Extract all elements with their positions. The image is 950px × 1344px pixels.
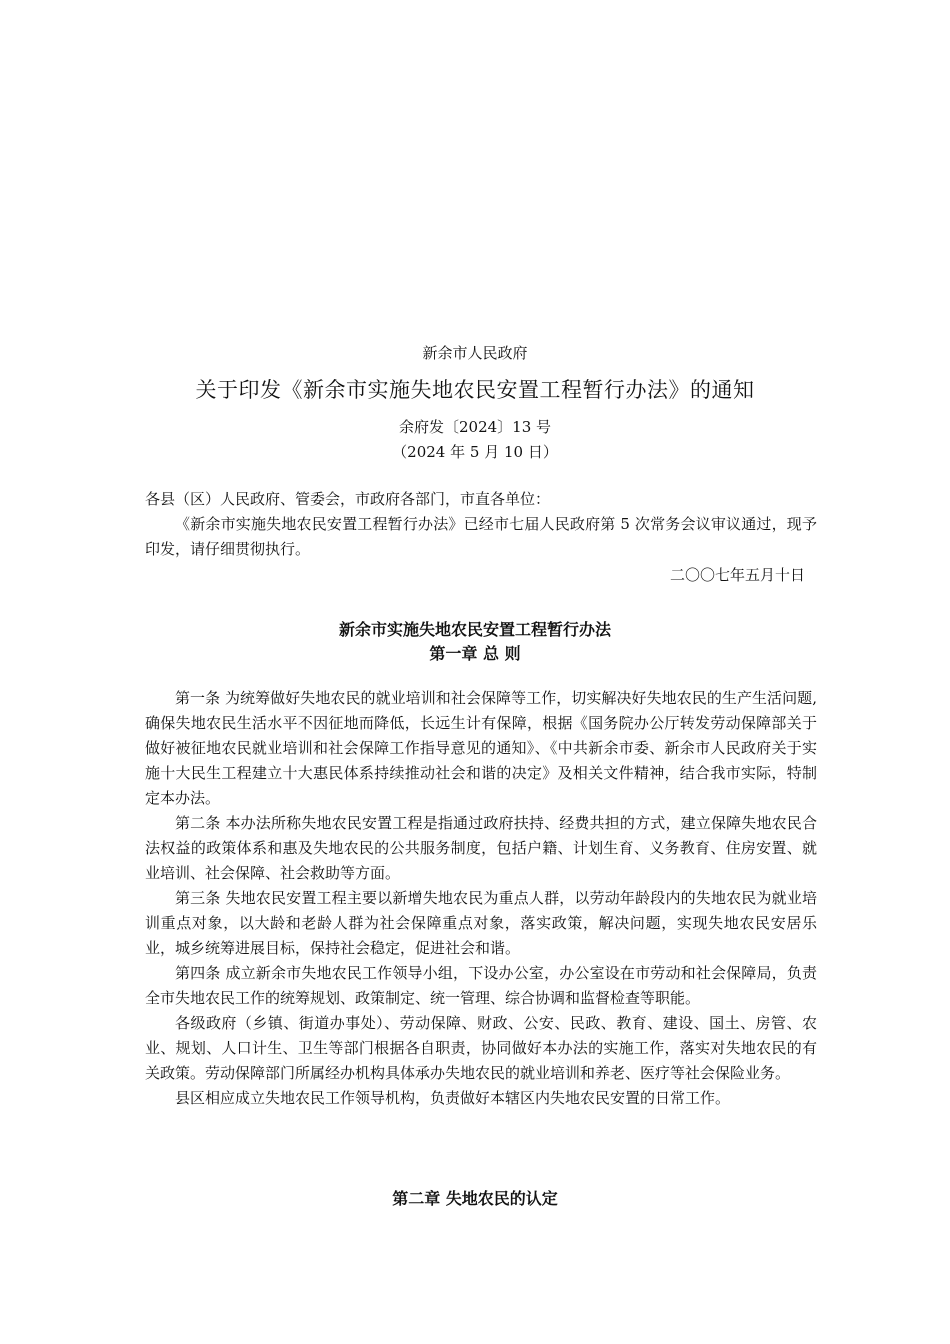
measures-title: 新余市实施失地农民安置工程暂行办法 [338, 620, 611, 639]
chapter-2-title: 第二章 失地农民的认定 [392, 1189, 558, 1208]
article-3: 第三条 失地农民安置工程主要以新增失地农民为重点人群，以劳动年龄段内的失地农民为就业培训重点对象，以大龄和老龄人群为社会保障重点对象，落实政策，解决问题，实现失地农民安居乐业，城乡统筹进展目标，保持社会稳定，促进社会和谐。 [145, 889, 817, 957]
document-number: 余府发〔2024〕13 号 [398, 418, 552, 436]
article-2: 第二条 本办法所称失地农民安置工程是指通过政府扶持、经费共担的方式，建立保障失地农民合法权益的政策体系和惠及失地农民的公共服务制度，包括户籍、计划生育、义务教育、住房安置、就业培训、社会保障、社会救助等方面。 [145, 814, 817, 882]
addressee: 各县（区）人民政府、管委会，市政府各部门，市直各单位： [145, 490, 551, 508]
issue-date: （2024 年 5 月 10 日） [392, 443, 558, 461]
signoff-date: 二〇〇七年五月十日 [669, 566, 805, 584]
article-4-paragraph-3: 县区相应成立失地农民工作领导机构，负责做好本辖区内失地农民安置的日常工作。 [175, 1089, 731, 1107]
article-4: 第四条 成立新余市失地农民工作领导小组，下设办公室，办公室设在市劳动和社会保障局，负责全市失地农民工作的统筹规划、政策制定、统一管理、综合协调和监督检查等职能。 [145, 964, 817, 1007]
chapter-1-articles [145, 686, 817, 1111]
notice-title: 关于印发《新余市实施失地农民安置工程暂行办法》的通知 [195, 378, 755, 402]
notice-body: 《新余市实施失地农民安置工程暂行办法》已经市七届人民政府第 5 次常务会议审议通过，现予印发，请仔细贯彻执行。 [145, 515, 817, 558]
issuer-name: 新余市人民政府 [422, 344, 528, 362]
article-1: 第一条 为统筹做好失地农民的就业培训和社会保障等工作，切实解决好失地农民的生产生活问题,确保失地农民生活水平不因征地而降低，长远生计有保障，根据《国务院办公厅转发劳动保障部关于做好被征地农民就业培训和社会保障工作指导意见的通知》、《中共新余市委、新余市人民政府关于实施十大民生工程建立十大惠民体系持续推动社会和谐的决定》及相关文件精神，结合我市实际，特制定本办法。 [145, 689, 817, 807]
chapter-1-title: 第一章 总 则 [429, 644, 521, 663]
article-4-paragraph-2: 各级政府（乡镇、街道办事处）、劳动保障、财政、公安、民政、教育、建设、国土、房管、农业、规划、人口计生、卫生等部门根据各自职责，协同做好本办法的实施工作，落实对失地农民的有关政策。劳动保障部门所属经办机构具体承办失地农民的就业培训和养老、医疗等社会保险业务。 [145, 1014, 817, 1082]
